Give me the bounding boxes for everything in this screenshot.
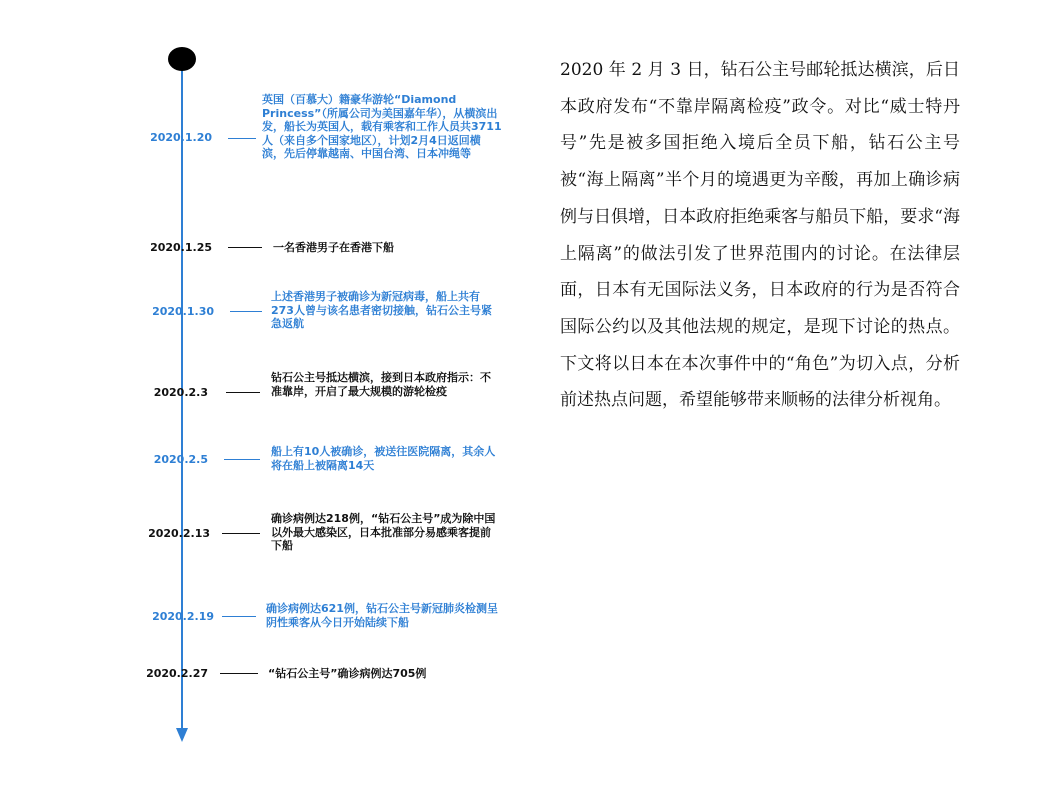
event-date: 2020.2.5 — [153, 453, 208, 466]
event-date: 2020.2.3 — [153, 386, 208, 399]
event-connector — [222, 533, 260, 534]
event-date: 2020.1.30 — [152, 305, 214, 318]
event-text: 船上有10人被确诊，被送往医院隔离，其余人将在船上被隔离14天 — [271, 445, 496, 472]
event-connector — [220, 673, 258, 674]
event-connector — [226, 392, 260, 393]
event-date: 2020.2.19 — [152, 610, 214, 623]
event-connector — [222, 616, 256, 617]
event-text: 确诊病例达218例，“钻石公主号”成为除中国以外最大感染区，日本批准部分易感乘客提前下船 — [271, 512, 496, 552]
event-text: 确诊病例达621例，钻石公主号新冠肺炎检测呈阴性乘客从今日开始陆续下船 — [266, 602, 498, 629]
event-date: 2020.1.25 — [150, 241, 212, 254]
event-text: 钻石公主号抵达横滨，接到日本政府指示：不准靠岸，开启了最大规模的游轮检疫 — [271, 371, 491, 398]
event-date: 2020.1.20 — [150, 131, 212, 144]
event-text: 一名香港男子在香港下船 — [273, 241, 394, 254]
timeline-start-dot — [168, 47, 196, 71]
event-text: 上述香港男子被确诊为新冠病毒，船上共有273人曾与该名患者密切接触，钻石公主号紧急返航 — [271, 290, 492, 330]
article-paragraph: 2020 年 2 月 3 日，钻石公主号邮轮抵达横滨，后日本政府发布“不靠岸隔离检疫”政令。对比“威士特丹号”先是被多国拒绝入境后全员下船，钻石公主号被“海上隔离”半个月的境遇更为辛酸，再加上确诊病例与日俱增，日本政府拒绝乘客与船员下船，要求“海上隔离”的做法引发了世界范围内的讨论。在法律层面，日本有无国际法义务，日本政府的行为是否符合国际公约以及其他法规的规定，是现下讨论的热点。下文将以日本在本次事件中的“角色”为切入点，分析前述热点问题，希望能够带来顺畅的法律分析视角。 — [560, 60, 960, 411]
event-date: 2020.2.27 — [146, 667, 208, 680]
event-text: 英国（百慕大）籍豪华游轮“Diamond Princess”（所属公司为美国嘉年华），从横滨出发，船长为英国人，载有乘客和工作人员共3711人（来自多个国家地区），计划2月4日返回横滨，先后停靠越南、中国台湾、日本冲绳等 — [262, 93, 502, 160]
timeline-arrow-icon — [176, 728, 188, 742]
event-connector — [224, 459, 260, 460]
event-connector — [228, 138, 256, 139]
event-text: “钻石公主号”确诊病例达705例 — [268, 667, 427, 680]
event-connector — [228, 247, 262, 248]
event-connector — [230, 311, 262, 312]
event-date: 2020.2.13 — [148, 527, 210, 540]
